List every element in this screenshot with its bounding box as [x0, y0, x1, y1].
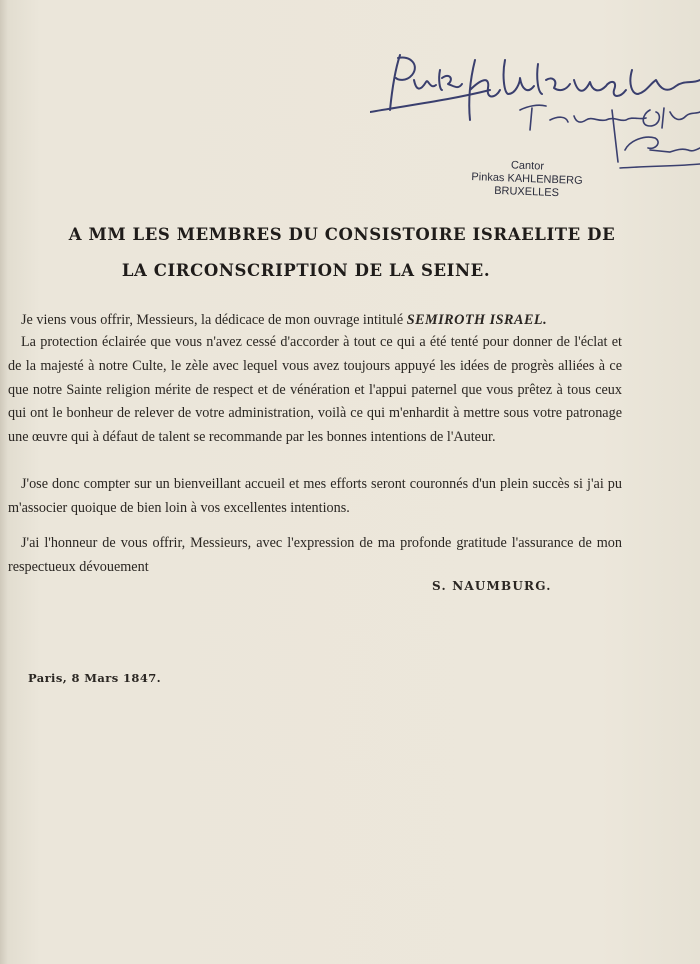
paragraph-dedication [8, 309, 622, 333]
author-signature: S. NAUMBURG. [432, 579, 552, 593]
cantor-stamp [461, 158, 592, 202]
paragraph-protection: La protection éclairée que vous n'avez cessé d'accorder à tout ce qui a été tenté pour donner de l'éclat et de la majesté à notre Culte, le zèle avec lequel vous avez toujours appuyé les idées de progrès alliées à ce que notre Sainte religion mérite de respect et de vénération et l'appui paternel que vous prêtez à tous ceux qui ont le bonheur de relever de votre administration, voilà ce qui m'enhardit à mettre sous votre patronage une œuvre qui à défaut de talent se recommande par les bonnes intentions de l'Auteur. [8, 334, 622, 446]
stamp-line-1: Cantor [510, 159, 545, 173]
stamp-line-3: BRUXELLES [493, 184, 560, 200]
heading-line-2: LA CIRCONSCRIPTION DE LA SEINE. [121, 261, 491, 280]
paragraph-closing: J'ai l'honneur de vous offrir, Messieurs, avec l'expression de ma profonde gratitude l'assurance de mon respectueux dévouement [8, 535, 622, 575]
work-title: SEMIROTH ISRAEL. [406, 312, 548, 328]
dedication-text: Je viens vous offrir, Messieurs, la dédicace de mon ouvrage intitulé [21, 312, 407, 328]
paragraph-hope: J'ose donc compter sur un bienveillant accueil et mes efforts seront couronnés d'un plein succès si j'ai pu m'associer quoique de bien loin à vos excellentes intentions. [8, 476, 622, 516]
date-line: Paris, 8 Mars 1847. [28, 671, 162, 685]
stamp-line-2: Pinkas KAHLENBERG [471, 171, 583, 187]
heading-line-1: A MM LES MEMBRES DU CONSISTOIRE ISRAELITE DE [68, 225, 616, 244]
